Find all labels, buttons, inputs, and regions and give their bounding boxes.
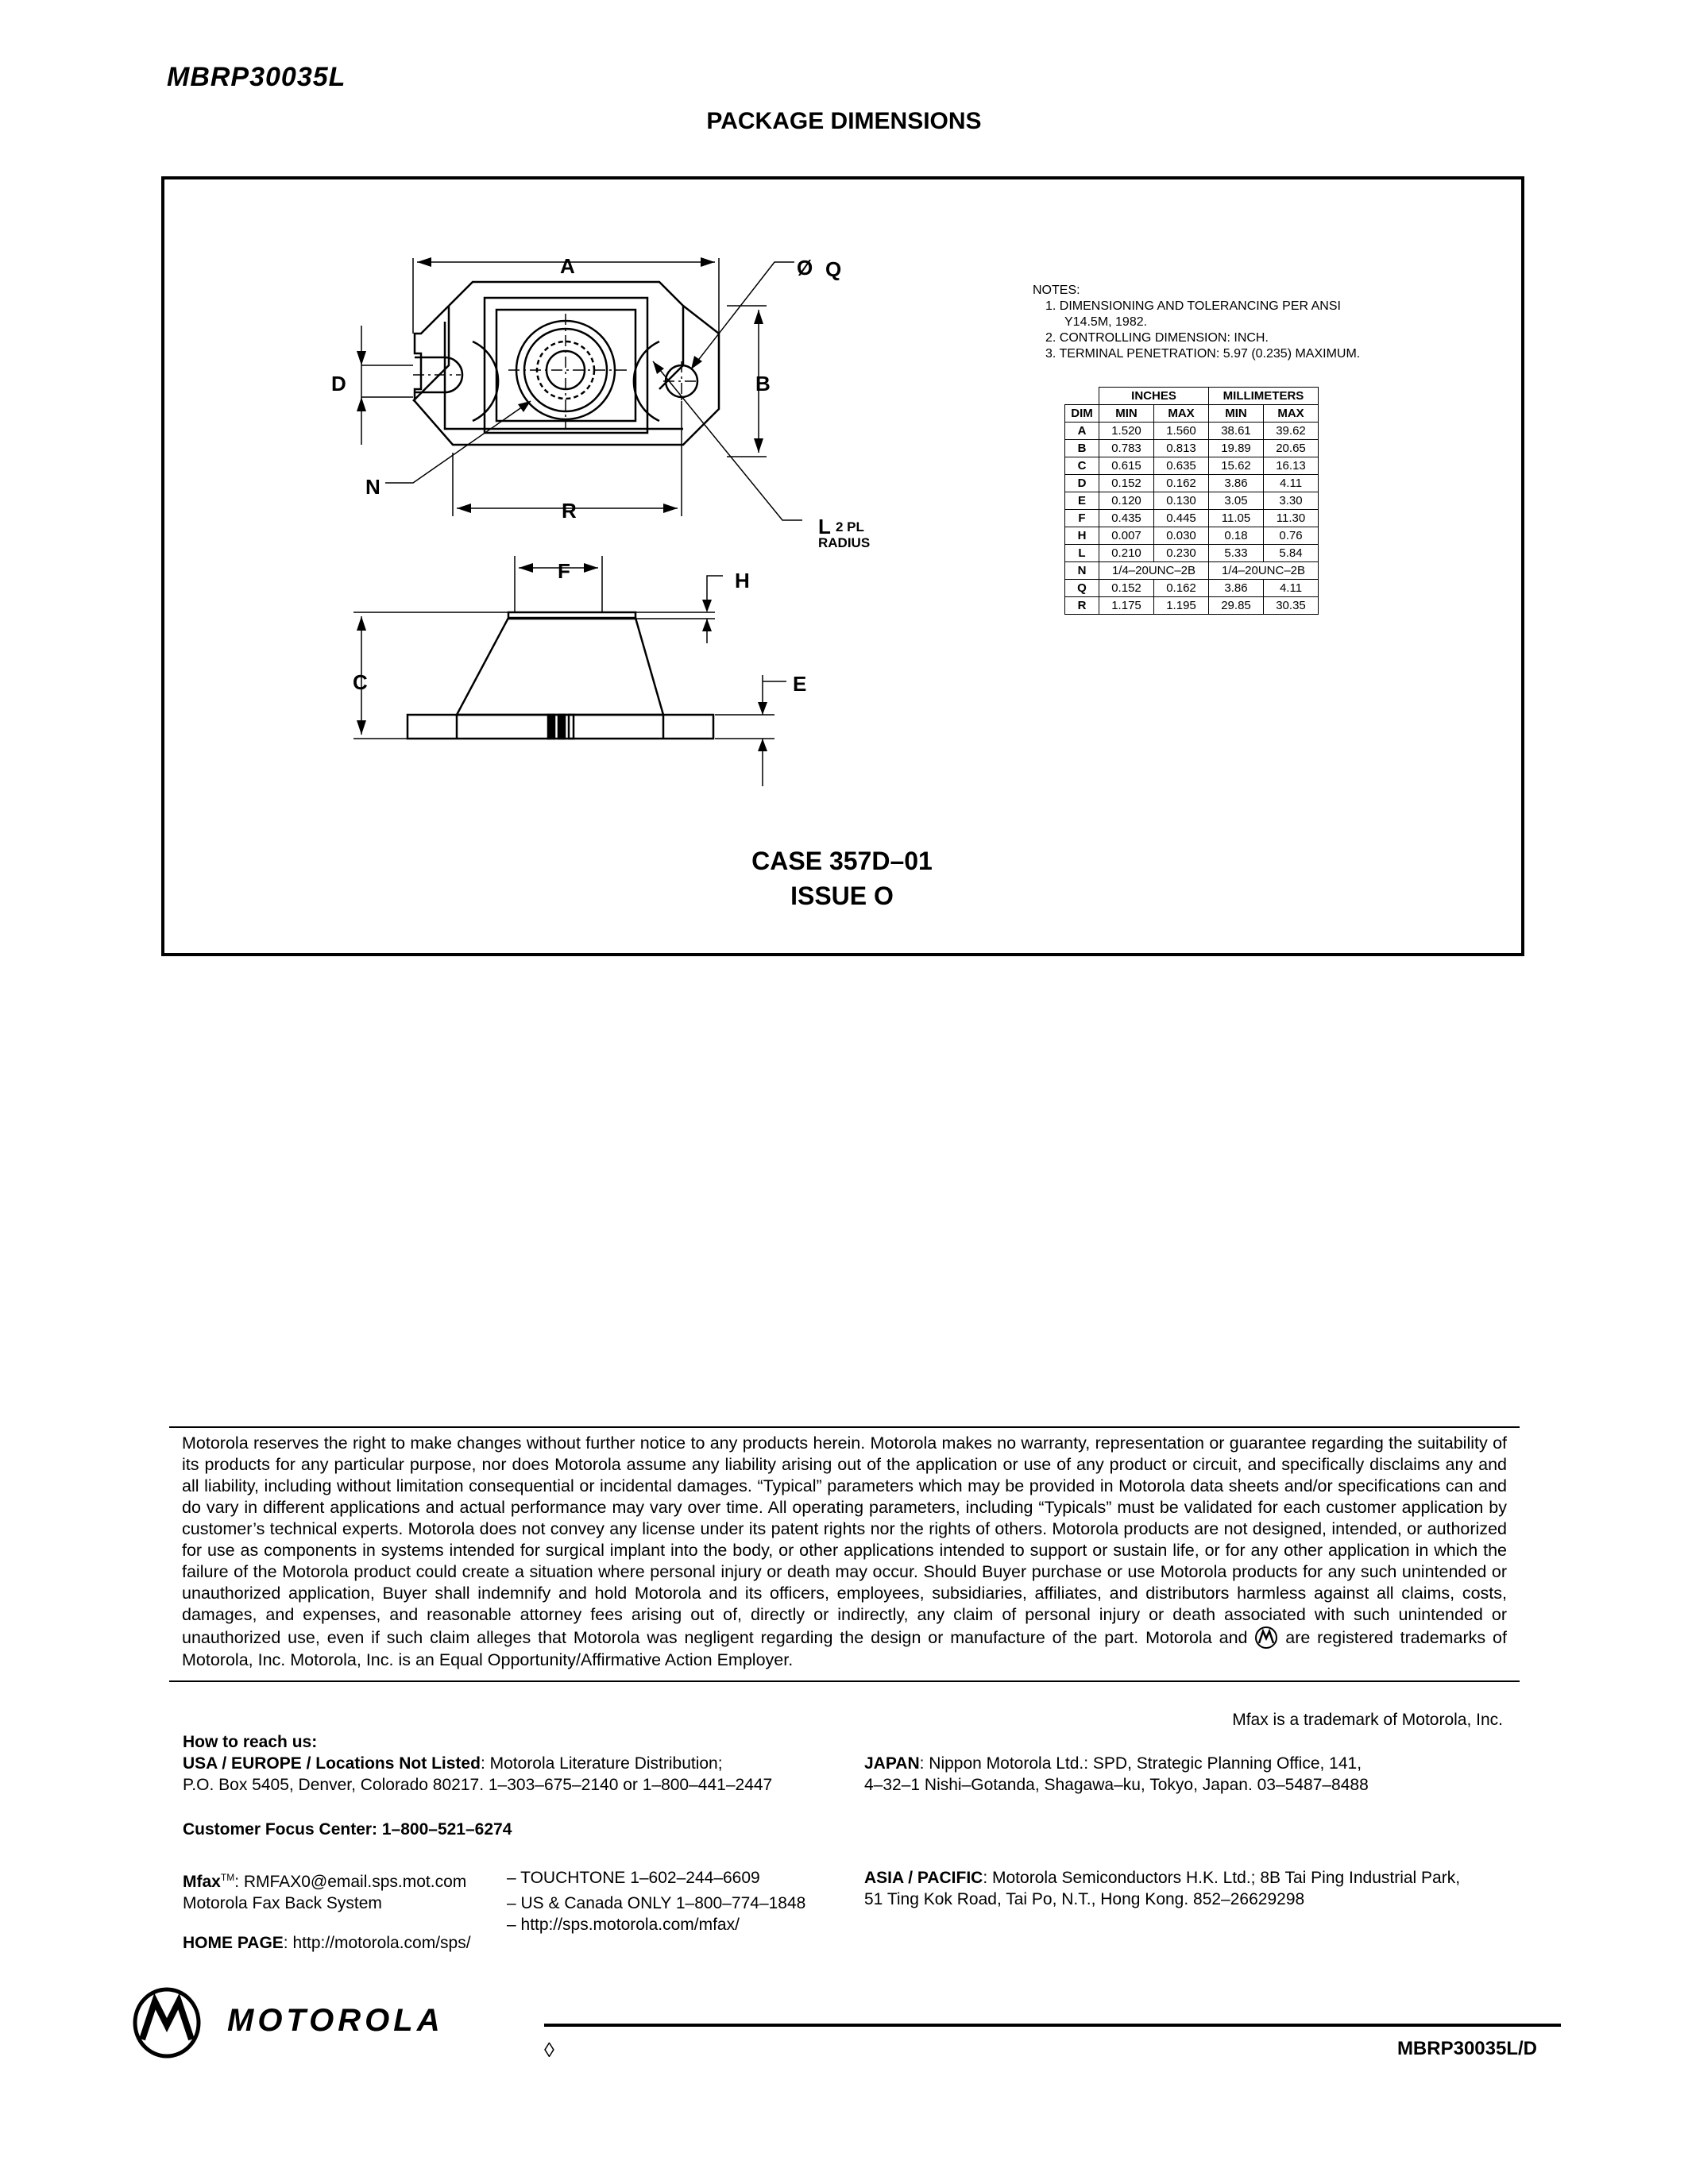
label-h: H — [735, 569, 750, 592]
column-header: MIN — [1209, 405, 1264, 423]
mfax-trademark-note: Mfax is a trademark of Motorola, Inc. — [1232, 1711, 1503, 1729]
dim-letter-cell: R — [1065, 597, 1099, 615]
mfax-email: : RMFAX0@email.sps.mot.com — [234, 1873, 467, 1891]
dim-letter-cell: C — [1065, 457, 1099, 475]
note-item — [1033, 299, 1360, 330]
dim-value-cell: 3.05 — [1209, 492, 1264, 510]
dim-value-cell: 11.30 — [1264, 510, 1319, 527]
group-header-millimeters: MILLIMETERS — [1209, 388, 1319, 405]
table-row — [1065, 423, 1319, 440]
label-r: R — [562, 499, 577, 523]
disclaimer-text-end: are registered trademarks of Motorola, Inc. Motorola, Inc. is an Equal Opportunity/Affirmative Action Employer. — [182, 1628, 1507, 1669]
dim-letter-cell: A — [1065, 423, 1099, 440]
column-header: MAX — [1154, 405, 1209, 423]
dim-value-cell: 19.89 — [1209, 440, 1264, 457]
dimension-table — [1064, 387, 1319, 615]
dim-value-cell: 29.85 — [1209, 597, 1264, 615]
label-b: B — [755, 372, 771, 396]
asia-line1: : Motorola Semiconductors H.K. Ltd.; 8B Tai Ping Industrial Park, — [983, 1869, 1461, 1887]
dim-value-cell: 5.33 — [1209, 545, 1264, 562]
label-n: N — [365, 475, 380, 499]
motorola-batwing-icon — [1254, 1626, 1278, 1650]
dim-letter-cell: N — [1065, 562, 1099, 580]
customer-focus-center: Customer Focus Center: 1–800–521–6274 — [183, 1820, 512, 1839]
dim-value-cell: 0.162 — [1154, 475, 1209, 492]
note-item — [1033, 330, 1360, 346]
dim-value-cell: 0.445 — [1154, 510, 1209, 527]
case-designation — [715, 843, 969, 913]
label-q: Q — [825, 257, 842, 281]
usa-label: USA / EUROPE / Locations Not Listed — [183, 1754, 481, 1773]
mfax-email-cell — [183, 1867, 507, 1893]
table-row — [1065, 545, 1319, 562]
table-row — [1065, 597, 1319, 615]
motorola-logo-icon — [131, 1987, 203, 2059]
table-row — [1065, 562, 1319, 580]
dim-value-cell: 0.210 — [1099, 545, 1154, 562]
dim-value-cell: 0.120 — [1099, 492, 1154, 510]
dim-value-cell: 0.030 — [1154, 527, 1209, 545]
drawing-notes — [1033, 283, 1360, 362]
mfax-web[interactable]: – http://sps.motorola.com/mfax/ — [507, 1916, 740, 1934]
homepage-label: HOME PAGE — [183, 1934, 284, 1952]
dim-value-cell: 3.86 — [1209, 475, 1264, 492]
dim-value-cell: 30.35 — [1264, 597, 1319, 615]
usa-line2: P.O. Box 5405, Denver, Colorado 80217. 1–303–675–2140 or 1–800–441–2447 — [183, 1776, 773, 1794]
dim-value-cell: 1.560 — [1154, 423, 1209, 440]
footer-rule — [544, 2024, 1561, 2027]
dim-value-cell: 1.175 — [1099, 597, 1154, 615]
note-number: 1. — [1045, 299, 1056, 313]
column-header: DIM — [1065, 405, 1099, 423]
label-q-symbol: Ø — [797, 256, 813, 280]
asia-line2: 51 Ting Kok Road, Tai Po, N.T., Hong Kong. 852–26629298 — [864, 1890, 1305, 1908]
table-row — [1065, 492, 1319, 510]
label-e: E — [793, 672, 807, 696]
dim-value-cell: 1/4–20UNC–2B — [1209, 562, 1319, 580]
note-number: 3. — [1045, 347, 1056, 361]
column-header: MAX — [1264, 405, 1319, 423]
dim-value-cell: 0.18 — [1209, 527, 1264, 545]
case-number: CASE 357D–01 — [751, 847, 933, 875]
top-view — [357, 257, 802, 520]
notes-title: NOTES: — [1033, 284, 1080, 297]
label-l: L — [818, 515, 831, 538]
dim-value-cell: 0.813 — [1154, 440, 1209, 457]
disclaimer-text: Motorola reserves the right to make changes without further notice to any products herein. Motorola makes no warranty, representation or guarantee regarding the suitability of its products for any particular purpose, nor does Motorola assume any liability arising out of the application or use of any product or circuit, and specifically disclaims any and all liability, including without limitation consequential or incidental damages. “Typical” parameters which may be provided in Motorola data sheets and/or specifications can and do vary in different applications and actual performance may vary over time. All operating parameters, including “Typicals” must be validated for each customer application by customer’s technical experts. Motorola does not convey any license under its patent rights nor the rights of others. Motorola products are not designed, intended, or authorized for use as components in systems intended for surgical implant into the body, or other applications intended to support or sustain life, or for any other application in which the failure of the Motorola product could create a situation where personal injury or death may occur. Should Buyer purchase or use Motorola products for any such unintended or unauthorized application, Buyer shall indemnify and hold Motorola and its officers, employees, subsidiaries, affiliates, and distributors harmless against all claims, costs, damages, and expenses, and reasonable attorney fees arising out of, directly or indirectly, any claim of personal injury or death associated with such unintended or unauthorized use, even if such claim alleges that Motorola was negligent regarding the design or manufacture of the part. Motorola and — [182, 1433, 1507, 1647]
label-c: C — [353, 670, 368, 694]
table-row — [1065, 457, 1319, 475]
mfax-touchtone: – TOUCHTONE 1–602–244–6609 — [507, 1869, 760, 1887]
part-number-header: MBRP30035L — [167, 62, 346, 92]
japan-line1: : Nippon Motorola Ltd.: SPD, Strategic Planning Office, 141, — [919, 1754, 1362, 1773]
contact-usa-europe — [183, 1753, 850, 1796]
dim-value-cell: 5.84 — [1264, 545, 1319, 562]
how-to-reach-heading: How to reach us: — [183, 1733, 318, 1751]
label-f: F — [558, 559, 570, 583]
group-header-inches: INCHES — [1099, 388, 1209, 405]
dim-value-cell: 3.30 — [1264, 492, 1319, 510]
mfax-us-canada: – US & Canada ONLY 1–800–774–1848 — [507, 1894, 806, 1912]
contact-mfax — [183, 1867, 805, 1935]
contact-asia-pacific — [864, 1867, 1524, 1910]
table-row — [1065, 510, 1319, 527]
diamond-marker: ◊ — [544, 2038, 554, 2062]
dim-value-cell: 4.11 — [1264, 475, 1319, 492]
legal-disclaimer — [169, 1426, 1520, 1682]
dim-value-cell: 0.635 — [1154, 457, 1209, 475]
label-l-2pl: 2 PL — [836, 519, 864, 534]
dim-letter-cell: E — [1065, 492, 1099, 510]
dim-value-cell: 0.152 — [1099, 580, 1154, 597]
dim-value-cell: 0.007 — [1099, 527, 1154, 545]
dim-letter-cell: B — [1065, 440, 1099, 457]
dim-value-cell: 0.162 — [1154, 580, 1209, 597]
note-text: DIMENSIONING AND TOLERANCING PER ANSI — [1059, 299, 1341, 313]
dim-value-cell: 1.195 — [1154, 597, 1209, 615]
dim-value-cell: 39.62 — [1264, 423, 1319, 440]
dim-value-cell: 1.520 — [1099, 423, 1154, 440]
footer-document-number: MBRP30035L/D — [1396, 2038, 1537, 2059]
note-continuation: Y14.5M, 1982. — [1064, 315, 1148, 329]
dim-value-cell: 0.152 — [1099, 475, 1154, 492]
side-view — [353, 556, 786, 786]
table-row — [1065, 475, 1319, 492]
dim-value-cell: 0.615 — [1099, 457, 1154, 475]
case-issue: ISSUE O — [790, 882, 894, 910]
dim-value-cell: 0.783 — [1099, 440, 1154, 457]
mfax-system: Motorola Fax Back System — [183, 1894, 382, 1912]
dim-letter-cell: F — [1065, 510, 1099, 527]
label-a: A — [560, 254, 575, 278]
table-row — [1065, 440, 1319, 457]
mfax-row — [183, 1893, 805, 1914]
note-text: TERMINAL PENETRATION: 5.97 (0.235) MAXIMUM. — [1059, 347, 1361, 361]
dim-letter-cell: H — [1065, 527, 1099, 545]
dim-value-cell: 0.130 — [1154, 492, 1209, 510]
home-page — [183, 1932, 471, 1954]
note-item — [1033, 346, 1360, 362]
dim-letter-cell: D — [1065, 475, 1099, 492]
dim-value-cell: 11.05 — [1209, 510, 1264, 527]
japan-line2: 4–32–1 Nishi–Gotanda, Shagawa–ku, Tokyo, Japan. 03–5487–8488 — [864, 1776, 1369, 1794]
dim-value-cell: 38.61 — [1209, 423, 1264, 440]
japan-label: JAPAN — [864, 1754, 920, 1773]
dim-value-cell: 20.65 — [1264, 440, 1319, 457]
homepage-url[interactable]: : http://motorola.com/sps/ — [283, 1934, 471, 1952]
column-header: MIN — [1099, 405, 1154, 423]
dim-value-cell: 0.435 — [1099, 510, 1154, 527]
contact-japan — [864, 1753, 1524, 1796]
table-row — [1065, 580, 1319, 597]
mfax-tm-mark: TM — [220, 1872, 235, 1883]
table-corner — [1065, 388, 1099, 405]
dim-letter-cell: Q — [1065, 580, 1099, 597]
motorola-wordmark: MOTOROLA — [227, 2003, 444, 2038]
dim-letter-cell: L — [1065, 545, 1099, 562]
dim-value-cell: 15.62 — [1209, 457, 1264, 475]
asia-label: ASIA / PACIFIC — [864, 1869, 983, 1887]
mfax-label: Mfax — [183, 1873, 221, 1891]
note-number: 2. — [1045, 331, 1056, 345]
mfax-row — [183, 1867, 805, 1893]
label-l-radius: RADIUS — [818, 535, 871, 550]
page-heading: PACKAGE DIMENSIONS — [706, 108, 982, 134]
dim-value-cell: 1/4–20UNC–2B — [1099, 562, 1209, 580]
dimension-table-body — [1065, 423, 1319, 615]
dim-value-cell: 4.11 — [1264, 580, 1319, 597]
usa-line1: : Motorola Literature Distribution; — [480, 1754, 723, 1773]
dim-value-cell: 3.86 — [1209, 580, 1264, 597]
table-row — [1065, 527, 1319, 545]
dim-value-cell: 16.13 — [1264, 457, 1319, 475]
label-d: D — [331, 372, 346, 396]
dim-value-cell: 0.230 — [1154, 545, 1209, 562]
note-text: CONTROLLING DIMENSION: INCH. — [1059, 331, 1269, 345]
dim-value-cell: 0.76 — [1264, 527, 1319, 545]
